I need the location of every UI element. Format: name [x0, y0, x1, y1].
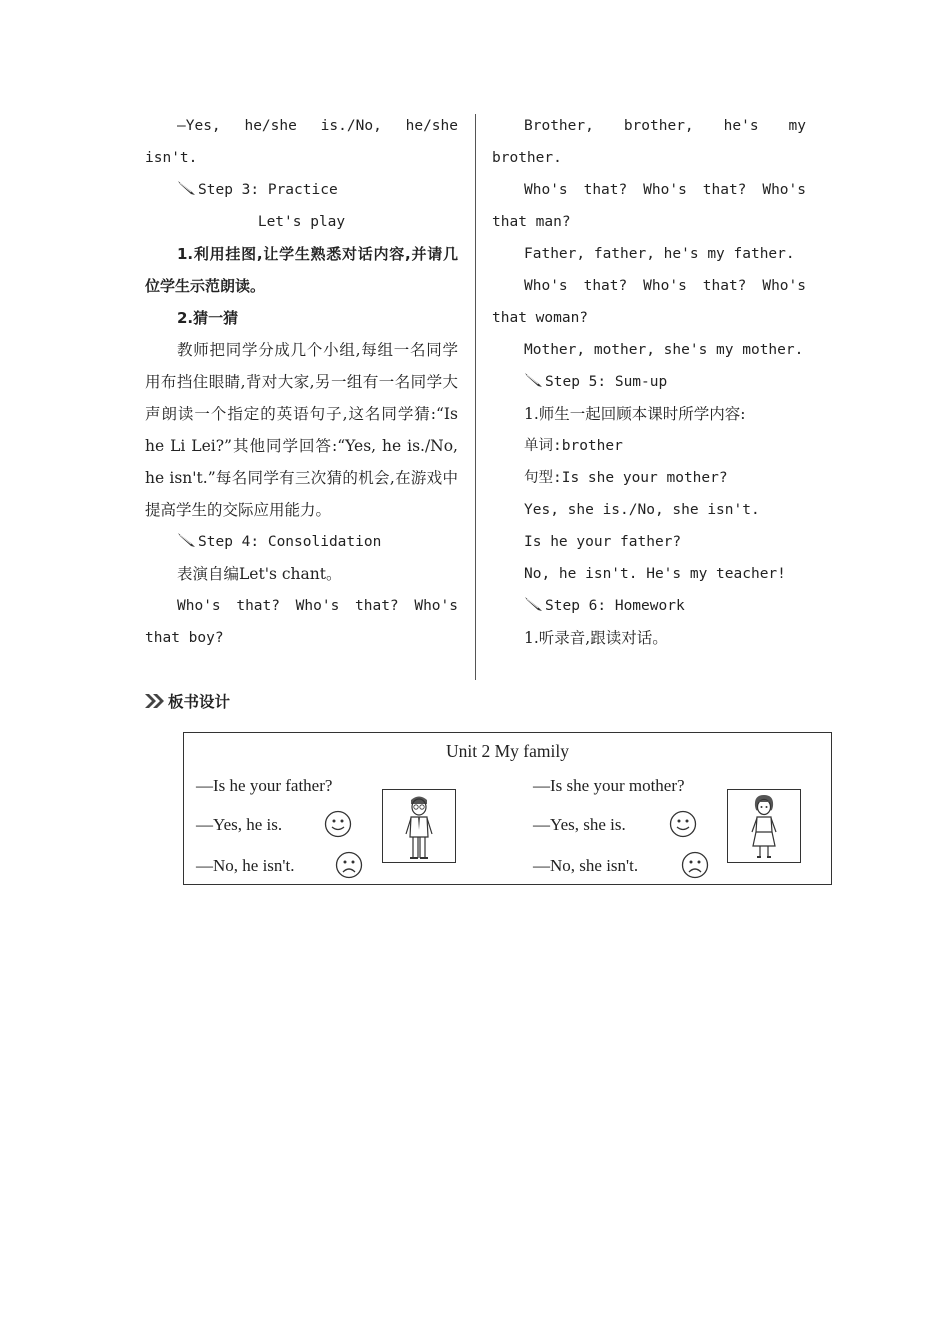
board-left-no: —No, he isn't.	[196, 856, 295, 875]
chant-line-2: Brother, brother, he's my brother.	[492, 118, 806, 166]
board-design-heading-text: 板书设计	[168, 693, 231, 711]
board-right-yes: —Yes, she is.	[533, 815, 626, 834]
board-right-question: —Is she your mother?	[533, 776, 685, 795]
man-figure	[382, 789, 456, 863]
step3-heading	[145, 174, 458, 206]
woman-figure	[727, 789, 801, 863]
item1-text: 1.利用挂图,让学生熟悉对话内容,并请几位学生示范朗读。	[145, 245, 458, 295]
quill-icon	[177, 179, 197, 197]
chant-line-3: Who's that? Who's that? Who's that man?	[492, 182, 806, 230]
sum-item-1: 1.师生一起回顾本课时所学内容:	[524, 405, 746, 423]
sum-word: 单词:brother	[524, 438, 623, 454]
chant-line-6: Mother, mother, she's my mother.	[524, 342, 804, 358]
sum-answer-1: Yes, she is./No, she isn't.	[524, 502, 760, 518]
board-left-yes: —Yes, he is.	[196, 815, 283, 834]
sad-face-icon	[681, 851, 709, 879]
step6-heading	[492, 590, 806, 622]
homework-item-1: 1.听录音,跟读对话。	[524, 629, 668, 647]
board-design-heading	[144, 690, 230, 712]
sad-face-icon	[335, 851, 363, 879]
step6-label: Step 6: Homework	[545, 598, 685, 614]
sum-question-2: Is he your father?	[524, 534, 682, 550]
sum-pattern: 句型:Is she your mother?	[524, 470, 728, 486]
quill-icon	[524, 371, 544, 389]
step4-label: Step 4: Consolidation	[198, 534, 382, 550]
step4-heading	[145, 526, 458, 558]
item2-body: 教师把同学分成几个小组,每组一名同学用布挡住眼睛,背对大家,另一组有一名同学大声朗读一个指定的英语句子,这名同学猜:“Is he Li Lei?”其他同学回答:“Yes, he is./No, he isn't.”每名同学有三次猜的机会,在游戏中提高学生的交际应用能力。	[145, 341, 458, 519]
step5-label: Step 5: Sum-up	[545, 374, 668, 390]
double-chevron-icon	[144, 693, 166, 709]
chant-line-4: Father, father, he's my father.	[524, 246, 795, 262]
step3-label: Step 3: Practice	[198, 182, 338, 198]
quill-icon	[524, 595, 544, 613]
item2-title: 2.猜一猜	[177, 309, 239, 327]
column-divider	[475, 114, 476, 680]
smiley-icon	[324, 810, 352, 838]
board-left-question: —Is he your father?	[196, 776, 333, 795]
sum-answer-2: No, he isn't. He's my teacher!	[524, 566, 786, 582]
quill-icon	[177, 531, 197, 549]
chant-intro: 表演自编Let's chant。	[177, 565, 342, 583]
step5-heading	[492, 366, 806, 398]
board-right-no: —No, she isn't.	[533, 856, 639, 875]
chant-line-5: Who's that? Who's that? Who's that woman?	[492, 278, 806, 326]
left-column	[145, 110, 458, 654]
board-design-box	[183, 732, 832, 885]
chant-line-1: Who's that? Who's that? Who's that boy?	[145, 598, 458, 646]
board-title: Unit 2 My family	[446, 741, 569, 761]
answer-line: —Yes, he/she is./No, he/she isn't.	[145, 118, 458, 166]
lets-play-title: Let's play	[257, 214, 346, 230]
right-column	[492, 110, 806, 654]
smiley-icon	[669, 810, 697, 838]
